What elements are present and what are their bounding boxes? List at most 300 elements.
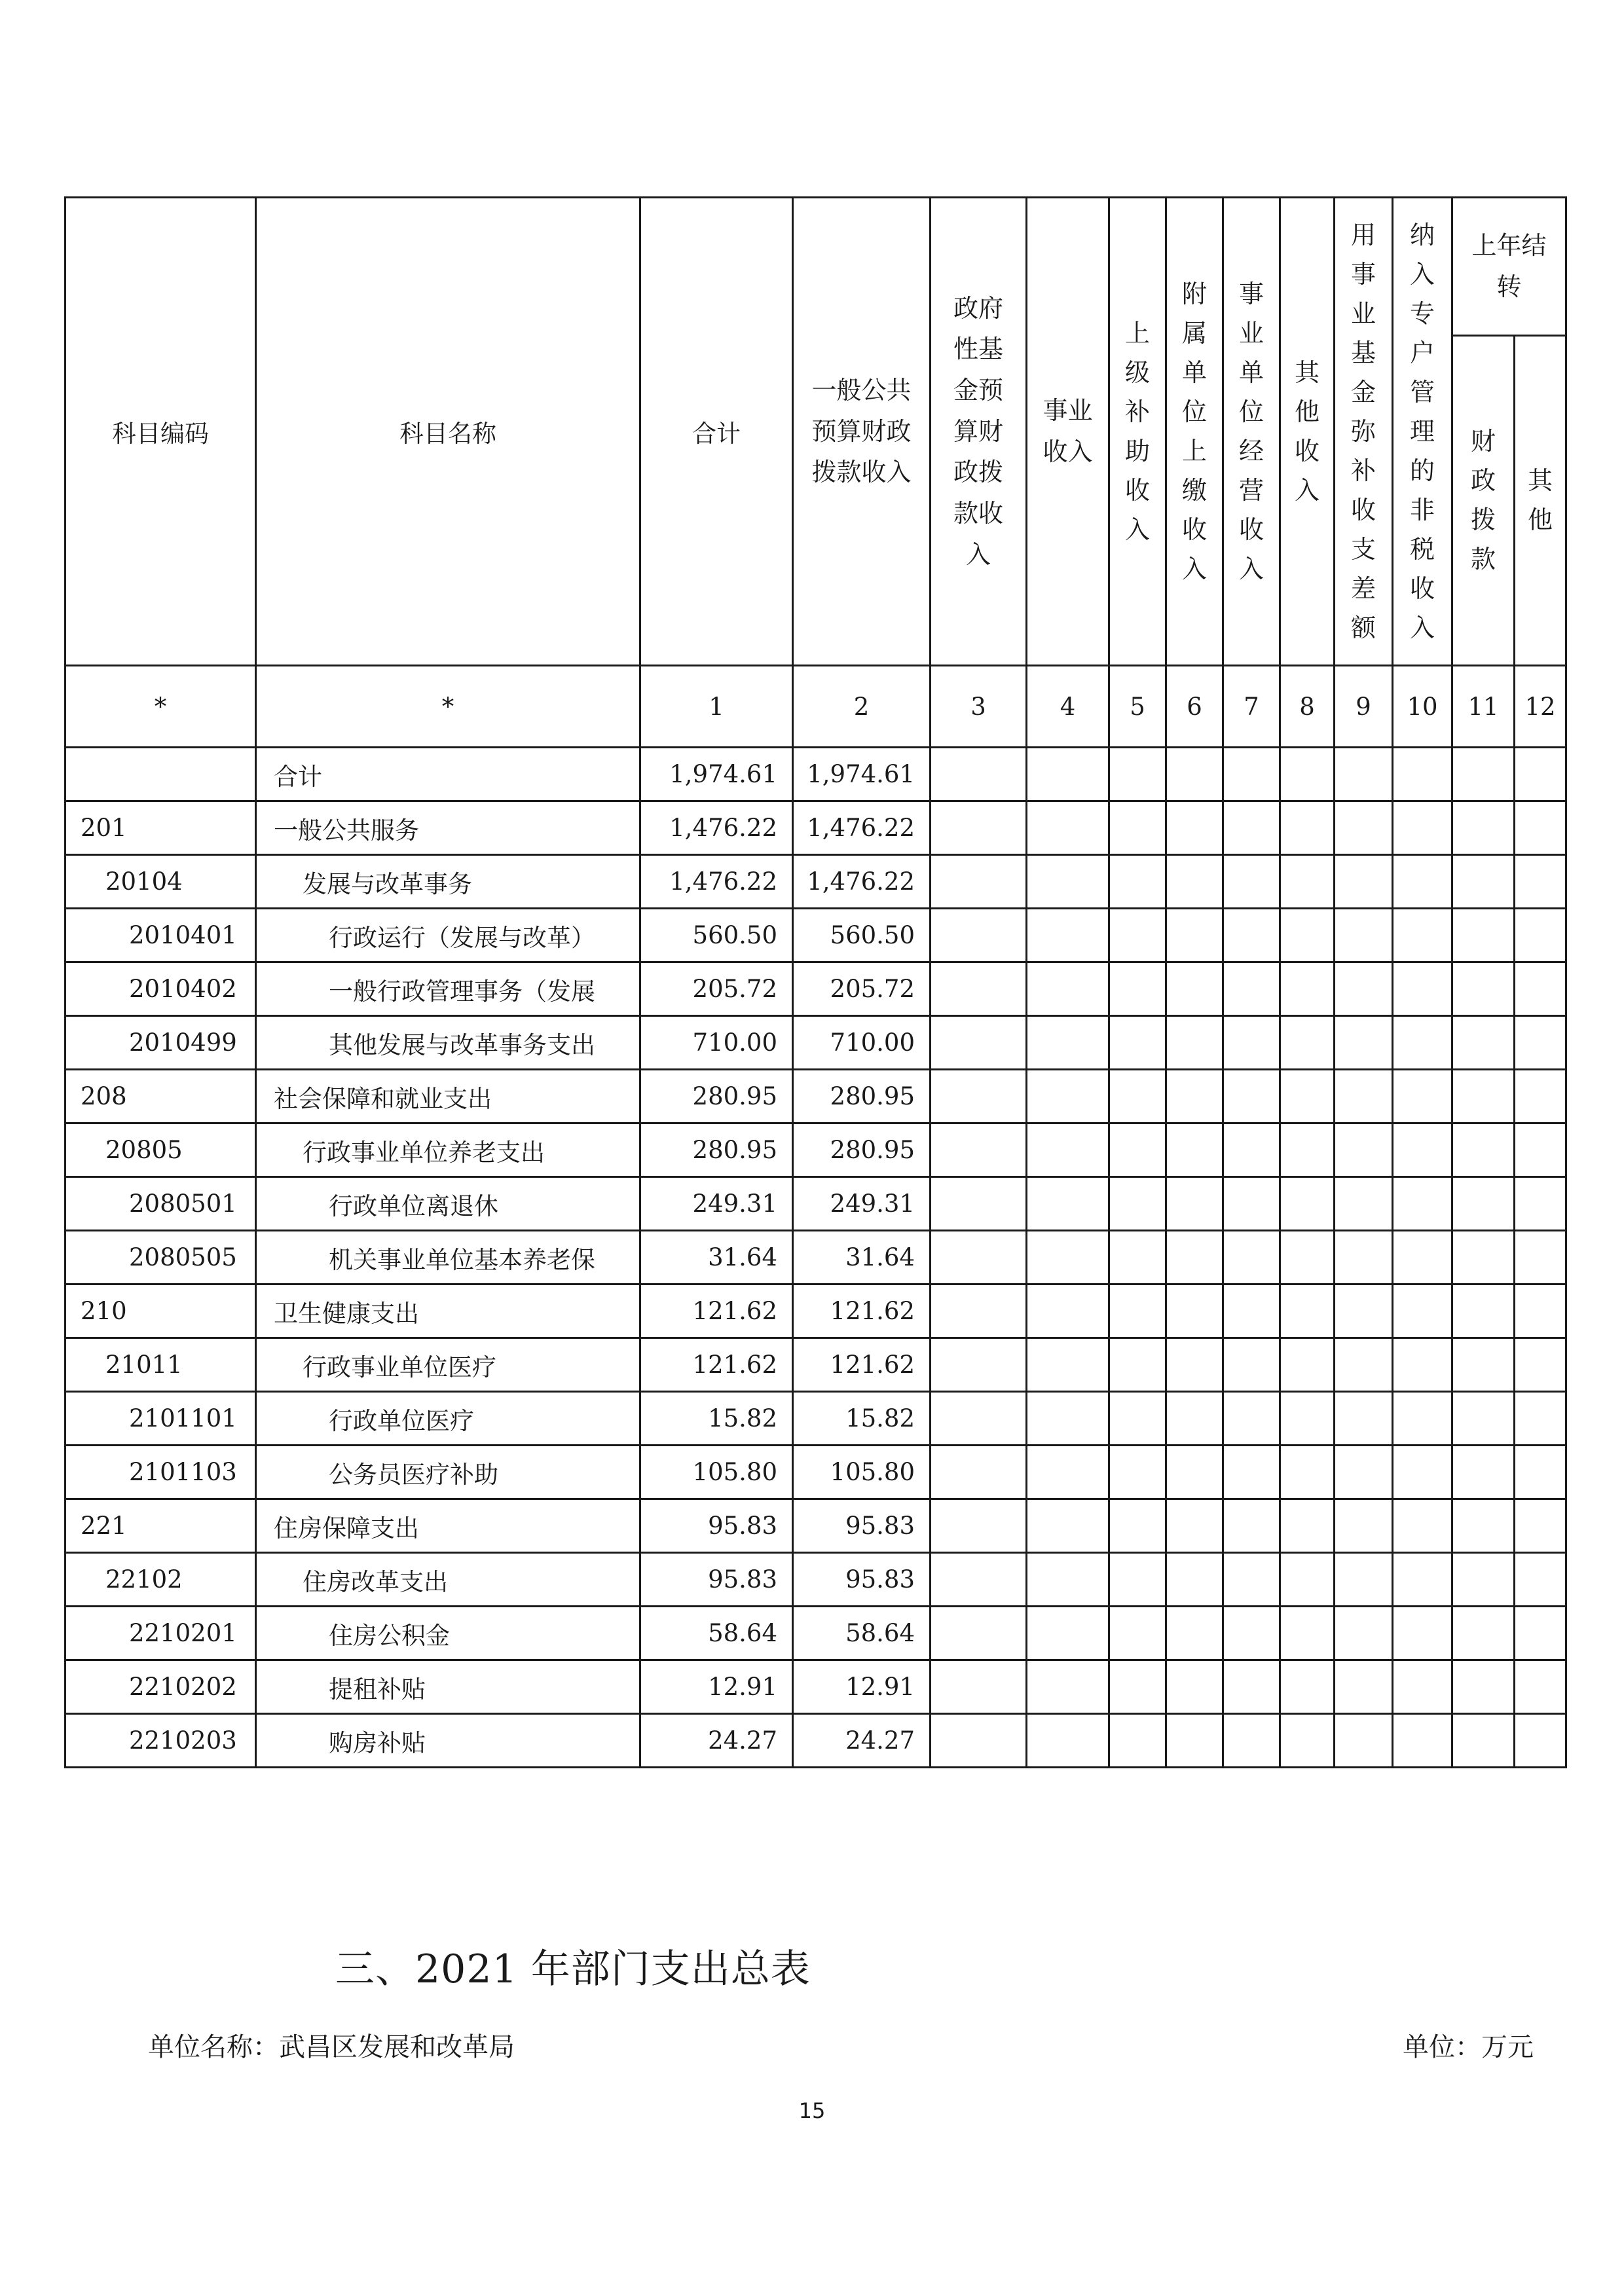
empty-cell xyxy=(1393,1338,1452,1392)
row-name: 行政事业单位养老支出 xyxy=(256,1123,640,1177)
empty-cell xyxy=(1166,962,1223,1016)
empty-cell xyxy=(1166,1392,1223,1446)
header-operating-income: 事业单位经营收入 xyxy=(1238,279,1264,584)
row-general-budget: 560.50 xyxy=(793,909,931,962)
row-total: 280.95 xyxy=(640,1123,793,1177)
row-name: 其他发展与改革事务支出 xyxy=(256,1016,640,1070)
empty-cell xyxy=(931,1338,1027,1392)
empty-cell xyxy=(1515,855,1566,909)
row-name: 行政单位医疗 xyxy=(256,1392,640,1446)
row-total: 58.64 xyxy=(640,1607,793,1660)
empty-cell xyxy=(1393,1123,1452,1177)
empty-cell xyxy=(1452,1285,1515,1338)
empty-cell xyxy=(1335,1392,1393,1446)
empty-cell xyxy=(1166,748,1223,801)
row-general-budget: 1,476.22 xyxy=(793,855,931,909)
empty-cell xyxy=(1393,801,1452,855)
empty-cell xyxy=(931,1499,1027,1553)
row-general-budget: 280.95 xyxy=(793,1123,931,1177)
row-total: 249.31 xyxy=(640,1177,793,1231)
empty-cell xyxy=(1393,909,1452,962)
header-fund-balance: 用事业基金弥补收支差额 xyxy=(1350,220,1376,643)
header-nontax-income: 纳入专户管理的非税收入 xyxy=(1409,220,1435,643)
empty-cell xyxy=(1515,909,1566,962)
empty-cell xyxy=(1027,855,1109,909)
empty-cell xyxy=(1335,962,1393,1016)
empty-cell xyxy=(931,962,1027,1016)
row-code: 20104 xyxy=(65,855,256,909)
row-code: 2210202 xyxy=(65,1660,256,1714)
empty-cell xyxy=(1452,1070,1515,1123)
empty-cell xyxy=(1109,1285,1166,1338)
empty-cell xyxy=(1452,1392,1515,1446)
row-code xyxy=(65,748,256,801)
column-index-cell: 2 xyxy=(793,666,931,748)
empty-cell xyxy=(1515,962,1566,1016)
empty-cell xyxy=(1335,1231,1393,1285)
row-total: 710.00 xyxy=(640,1016,793,1070)
empty-cell xyxy=(1515,801,1566,855)
empty-cell xyxy=(1166,1177,1223,1231)
empty-cell xyxy=(1335,1553,1393,1607)
empty-cell xyxy=(1280,1231,1335,1285)
row-total: 95.83 xyxy=(640,1499,793,1553)
empty-cell xyxy=(1515,1607,1566,1660)
header-carryover-fiscal: 财政拨款 xyxy=(1470,427,1496,574)
column-index-cell: 4 xyxy=(1027,666,1109,748)
empty-cell xyxy=(1027,801,1109,855)
empty-cell xyxy=(1515,1231,1566,1285)
row-code: 2010402 xyxy=(65,962,256,1016)
row-code: 2010499 xyxy=(65,1016,256,1070)
page-number: 15 xyxy=(798,2098,826,2123)
empty-cell xyxy=(1166,1016,1223,1070)
empty-cell xyxy=(1109,1607,1166,1660)
empty-cell xyxy=(931,1607,1027,1660)
empty-cell xyxy=(1515,1392,1566,1446)
row-name: 行政单位离退休 xyxy=(256,1177,640,1231)
empty-cell xyxy=(1027,1338,1109,1392)
empty-cell xyxy=(1515,1714,1566,1768)
empty-cell xyxy=(1515,1499,1566,1553)
empty-cell xyxy=(1027,1231,1109,1285)
empty-cell xyxy=(1280,1446,1335,1499)
row-general-budget: 1,476.22 xyxy=(793,801,931,855)
empty-cell xyxy=(1166,1660,1223,1714)
header-other-income: 其他收入 xyxy=(1294,357,1320,505)
empty-cell xyxy=(1166,1607,1223,1660)
empty-cell xyxy=(1223,1446,1280,1499)
table-row xyxy=(65,1607,1566,1660)
empty-cell xyxy=(1027,909,1109,962)
empty-cell xyxy=(931,1553,1027,1607)
empty-cell xyxy=(1335,1285,1393,1338)
column-index-cell: 12 xyxy=(1515,666,1566,748)
empty-cell xyxy=(1280,1285,1335,1338)
row-code: 2210203 xyxy=(65,1714,256,1768)
empty-cell xyxy=(931,1285,1027,1338)
empty-cell xyxy=(1393,1392,1452,1446)
empty-cell xyxy=(1109,1714,1166,1768)
header-business-income: 事业收入 xyxy=(1043,396,1093,466)
table-row xyxy=(65,1392,1566,1446)
empty-cell xyxy=(1280,1607,1335,1660)
empty-cell xyxy=(931,1446,1027,1499)
row-total: 12.91 xyxy=(640,1660,793,1714)
column-index-cell: 9 xyxy=(1335,666,1393,748)
empty-cell xyxy=(1393,1553,1452,1607)
column-index-row xyxy=(65,666,1566,748)
empty-cell xyxy=(1280,1177,1335,1231)
row-code: 2080505 xyxy=(65,1231,256,1285)
row-general-budget: 205.72 xyxy=(793,962,931,1016)
empty-cell xyxy=(1109,1123,1166,1177)
empty-cell xyxy=(931,1231,1027,1285)
table-row xyxy=(65,909,1566,962)
table-row xyxy=(65,748,1566,801)
empty-cell xyxy=(1452,1123,1515,1177)
row-code: 210 xyxy=(65,1285,256,1338)
empty-cell xyxy=(1393,1660,1452,1714)
unit-name: 单位名称：武昌区发展和改革局 xyxy=(148,2032,515,2062)
empty-cell xyxy=(1166,801,1223,855)
empty-cell xyxy=(1393,1231,1452,1285)
table-row xyxy=(65,1660,1566,1714)
empty-cell xyxy=(1109,1392,1166,1446)
empty-cell xyxy=(1335,855,1393,909)
empty-cell xyxy=(1452,962,1515,1016)
empty-cell xyxy=(931,1123,1027,1177)
empty-cell xyxy=(1515,1285,1566,1338)
empty-cell xyxy=(1452,801,1515,855)
empty-cell xyxy=(1452,1231,1515,1285)
table-row xyxy=(65,1016,1566,1070)
empty-cell xyxy=(1223,1070,1280,1123)
table-row xyxy=(65,962,1566,1016)
table-row xyxy=(65,801,1566,855)
empty-cell xyxy=(1109,1177,1166,1231)
empty-cell xyxy=(1335,1446,1393,1499)
empty-cell xyxy=(1452,1016,1515,1070)
empty-cell xyxy=(1027,1714,1109,1768)
empty-cell xyxy=(1166,1285,1223,1338)
empty-cell xyxy=(931,1177,1027,1231)
table-row xyxy=(65,1285,1566,1338)
header-code: 科目编码 xyxy=(65,198,256,666)
empty-cell xyxy=(1027,1446,1109,1499)
row-name: 机关事业单位基本养老保 xyxy=(256,1231,640,1285)
empty-cell xyxy=(1109,748,1166,801)
row-code: 2010401 xyxy=(65,909,256,962)
row-name: 住房改革支出 xyxy=(256,1553,640,1607)
empty-cell xyxy=(1280,855,1335,909)
table-row xyxy=(65,1553,1566,1607)
empty-cell xyxy=(1452,748,1515,801)
row-general-budget: 24.27 xyxy=(793,1714,931,1768)
row-total: 15.82 xyxy=(640,1392,793,1446)
row-name: 卫生健康支出 xyxy=(256,1285,640,1338)
column-index-cell: * xyxy=(65,666,256,748)
row-total: 1,974.61 xyxy=(640,748,793,801)
row-total: 560.50 xyxy=(640,909,793,962)
empty-cell xyxy=(1452,1338,1515,1392)
empty-cell xyxy=(1027,1553,1109,1607)
empty-cell xyxy=(1223,1714,1280,1768)
empty-cell xyxy=(1280,1392,1335,1446)
empty-cell xyxy=(1515,1446,1566,1499)
empty-cell xyxy=(1515,1070,1566,1123)
empty-cell xyxy=(1166,1553,1223,1607)
empty-cell xyxy=(1223,1177,1280,1231)
table-row xyxy=(65,1499,1566,1553)
table-row xyxy=(65,1714,1566,1768)
row-name: 住房保障支出 xyxy=(256,1499,640,1553)
empty-cell xyxy=(1452,1553,1515,1607)
row-name: 住房公积金 xyxy=(256,1607,640,1660)
empty-cell xyxy=(1280,748,1335,801)
empty-cell xyxy=(1280,1714,1335,1768)
row-general-budget: 95.83 xyxy=(793,1553,931,1607)
row-general-budget: 280.95 xyxy=(793,1070,931,1123)
empty-cell xyxy=(931,801,1027,855)
row-name: 一般公共服务 xyxy=(256,801,640,855)
row-general-budget: 95.83 xyxy=(793,1499,931,1553)
row-name: 合计 xyxy=(256,748,640,801)
empty-cell xyxy=(1335,1177,1393,1231)
empty-cell xyxy=(1452,1660,1515,1714)
empty-cell xyxy=(1027,1070,1109,1123)
empty-cell xyxy=(1452,1446,1515,1499)
empty-cell xyxy=(1166,909,1223,962)
row-name: 发展与改革事务 xyxy=(256,855,640,909)
empty-cell xyxy=(1223,1231,1280,1285)
empty-cell xyxy=(1393,1285,1452,1338)
empty-cell xyxy=(1452,909,1515,962)
column-index-cell: 7 xyxy=(1223,666,1280,748)
empty-cell xyxy=(1223,1392,1280,1446)
row-total: 121.62 xyxy=(640,1338,793,1392)
empty-cell xyxy=(1109,1070,1166,1123)
empty-cell xyxy=(1280,1660,1335,1714)
column-index-cell: 10 xyxy=(1393,666,1452,748)
empty-cell xyxy=(1515,1660,1566,1714)
row-total: 105.80 xyxy=(640,1446,793,1499)
empty-cell xyxy=(931,909,1027,962)
empty-cell xyxy=(1109,1553,1166,1607)
row-code: 2101103 xyxy=(65,1446,256,1499)
empty-cell xyxy=(1452,855,1515,909)
empty-cell xyxy=(931,855,1027,909)
empty-cell xyxy=(931,1070,1027,1123)
empty-cell xyxy=(1109,855,1166,909)
empty-cell xyxy=(1166,1123,1223,1177)
empty-cell xyxy=(931,1714,1027,1768)
budget-income-table xyxy=(64,196,1567,1768)
header-general-budget: 一般公共预算财政拨款收入 xyxy=(811,375,912,487)
empty-cell xyxy=(1280,1123,1335,1177)
empty-cell xyxy=(1109,1446,1166,1499)
row-total: 205.72 xyxy=(640,962,793,1016)
column-index-cell: 5 xyxy=(1109,666,1166,748)
empty-cell xyxy=(1280,909,1335,962)
empty-cell xyxy=(1515,1016,1566,1070)
row-general-budget: 31.64 xyxy=(793,1231,931,1285)
row-general-budget: 121.62 xyxy=(793,1338,931,1392)
row-total: 95.83 xyxy=(640,1553,793,1607)
empty-cell xyxy=(1393,1070,1452,1123)
empty-cell xyxy=(1335,1016,1393,1070)
empty-cell xyxy=(1335,1660,1393,1714)
empty-cell xyxy=(1109,1338,1166,1392)
empty-cell xyxy=(1223,962,1280,1016)
row-name: 购房补贴 xyxy=(256,1714,640,1768)
empty-cell xyxy=(1027,748,1109,801)
empty-cell xyxy=(931,1016,1027,1070)
row-code: 22102 xyxy=(65,1553,256,1607)
row-total: 1,476.22 xyxy=(640,801,793,855)
empty-cell xyxy=(1393,748,1452,801)
empty-cell xyxy=(1335,1123,1393,1177)
empty-cell xyxy=(1166,1499,1223,1553)
empty-cell xyxy=(1393,1499,1452,1553)
empty-cell xyxy=(1109,1016,1166,1070)
table-row xyxy=(65,1177,1566,1231)
empty-cell xyxy=(1166,855,1223,909)
empty-cell xyxy=(1223,909,1280,962)
empty-cell xyxy=(1027,1285,1109,1338)
empty-cell xyxy=(1223,1607,1280,1660)
table-row xyxy=(65,1446,1566,1499)
row-general-budget: 710.00 xyxy=(793,1016,931,1070)
row-code: 201 xyxy=(65,801,256,855)
row-total: 280.95 xyxy=(640,1070,793,1123)
empty-cell xyxy=(1280,1016,1335,1070)
empty-cell xyxy=(1393,1016,1452,1070)
header-carryover-other: 其他 xyxy=(1527,466,1553,535)
row-name: 公务员医疗补助 xyxy=(256,1446,640,1499)
row-general-budget: 105.80 xyxy=(793,1446,931,1499)
empty-cell xyxy=(1166,1714,1223,1768)
empty-cell xyxy=(1027,1123,1109,1177)
empty-cell xyxy=(1335,748,1393,801)
row-code: 20805 xyxy=(65,1123,256,1177)
empty-cell xyxy=(931,748,1027,801)
empty-cell xyxy=(1393,962,1452,1016)
empty-cell xyxy=(1109,909,1166,962)
row-name: 提租补贴 xyxy=(256,1660,640,1714)
column-index-cell: 1 xyxy=(640,666,793,748)
empty-cell xyxy=(1515,1338,1566,1392)
header-total: 合计 xyxy=(640,198,793,666)
empty-cell xyxy=(1109,1660,1166,1714)
empty-cell xyxy=(1166,1446,1223,1499)
row-general-budget: 58.64 xyxy=(793,1607,931,1660)
empty-cell xyxy=(1166,1070,1223,1123)
row-code: 2080501 xyxy=(65,1177,256,1231)
row-general-budget: 249.31 xyxy=(793,1177,931,1231)
empty-cell xyxy=(1280,1553,1335,1607)
header-name: 科目名称 xyxy=(256,198,640,666)
empty-cell xyxy=(1393,1446,1452,1499)
empty-cell xyxy=(1515,1123,1566,1177)
table-row xyxy=(65,1338,1566,1392)
empty-cell xyxy=(1393,1177,1452,1231)
row-total: 121.62 xyxy=(640,1285,793,1338)
empty-cell xyxy=(1335,1714,1393,1768)
column-index-cell: 8 xyxy=(1280,666,1335,748)
empty-cell xyxy=(1027,1660,1109,1714)
row-general-budget: 1,974.61 xyxy=(793,748,931,801)
table-row xyxy=(65,855,1566,909)
empty-cell xyxy=(1335,909,1393,962)
column-index-cell: 3 xyxy=(931,666,1027,748)
column-index-cell: 6 xyxy=(1166,666,1223,748)
empty-cell xyxy=(1223,1285,1280,1338)
row-name: 行政运行（发展与改革） xyxy=(256,909,640,962)
empty-cell xyxy=(1335,1338,1393,1392)
empty-cell xyxy=(1452,1714,1515,1768)
table-row xyxy=(65,1123,1566,1177)
row-code: 208 xyxy=(65,1070,256,1123)
row-total: 1,476.22 xyxy=(640,855,793,909)
empty-cell xyxy=(1027,1177,1109,1231)
empty-cell xyxy=(1280,1070,1335,1123)
section-title: 三、2021 年部门支出总表 xyxy=(335,1946,811,1992)
row-total: 31.64 xyxy=(640,1231,793,1285)
empty-cell xyxy=(1335,801,1393,855)
row-general-budget: 15.82 xyxy=(793,1392,931,1446)
empty-cell xyxy=(1027,1392,1109,1446)
empty-cell xyxy=(1452,1499,1515,1553)
empty-cell xyxy=(1109,1231,1166,1285)
empty-cell xyxy=(1452,1177,1515,1231)
table-row xyxy=(65,1070,1566,1123)
row-name: 一般行政管理事务（发展 xyxy=(256,962,640,1016)
empty-cell xyxy=(1335,1070,1393,1123)
row-code: 21011 xyxy=(65,1338,256,1392)
header-superior-subsidy: 上级补助收入 xyxy=(1124,318,1150,545)
row-code: 2210201 xyxy=(65,1607,256,1660)
row-name: 行政事业单位医疗 xyxy=(256,1338,640,1392)
row-general-budget: 121.62 xyxy=(793,1285,931,1338)
column-index-cell: * xyxy=(256,666,640,748)
row-code: 221 xyxy=(65,1499,256,1553)
empty-cell xyxy=(1223,855,1280,909)
empty-cell xyxy=(1223,748,1280,801)
empty-cell xyxy=(931,1660,1027,1714)
empty-cell xyxy=(1393,1607,1452,1660)
empty-cell xyxy=(1393,855,1452,909)
empty-cell xyxy=(1280,962,1335,1016)
empty-cell xyxy=(1335,1607,1393,1660)
table-row xyxy=(65,1231,1566,1285)
empty-cell xyxy=(1223,1016,1280,1070)
header-carryover: 上年结转 xyxy=(1471,231,1547,301)
empty-cell xyxy=(1109,1499,1166,1553)
row-name: 社会保障和就业支出 xyxy=(256,1070,640,1123)
empty-cell xyxy=(1515,1553,1566,1607)
header-affiliated-income: 附属单位上缴收入 xyxy=(1181,279,1207,584)
empty-cell xyxy=(1027,962,1109,1016)
empty-cell xyxy=(1223,1499,1280,1553)
empty-cell xyxy=(1166,1231,1223,1285)
empty-cell xyxy=(1280,1499,1335,1553)
empty-cell xyxy=(1393,1714,1452,1768)
row-code: 2101101 xyxy=(65,1392,256,1446)
empty-cell xyxy=(1515,748,1566,801)
empty-cell xyxy=(1223,1123,1280,1177)
empty-cell xyxy=(1280,1338,1335,1392)
